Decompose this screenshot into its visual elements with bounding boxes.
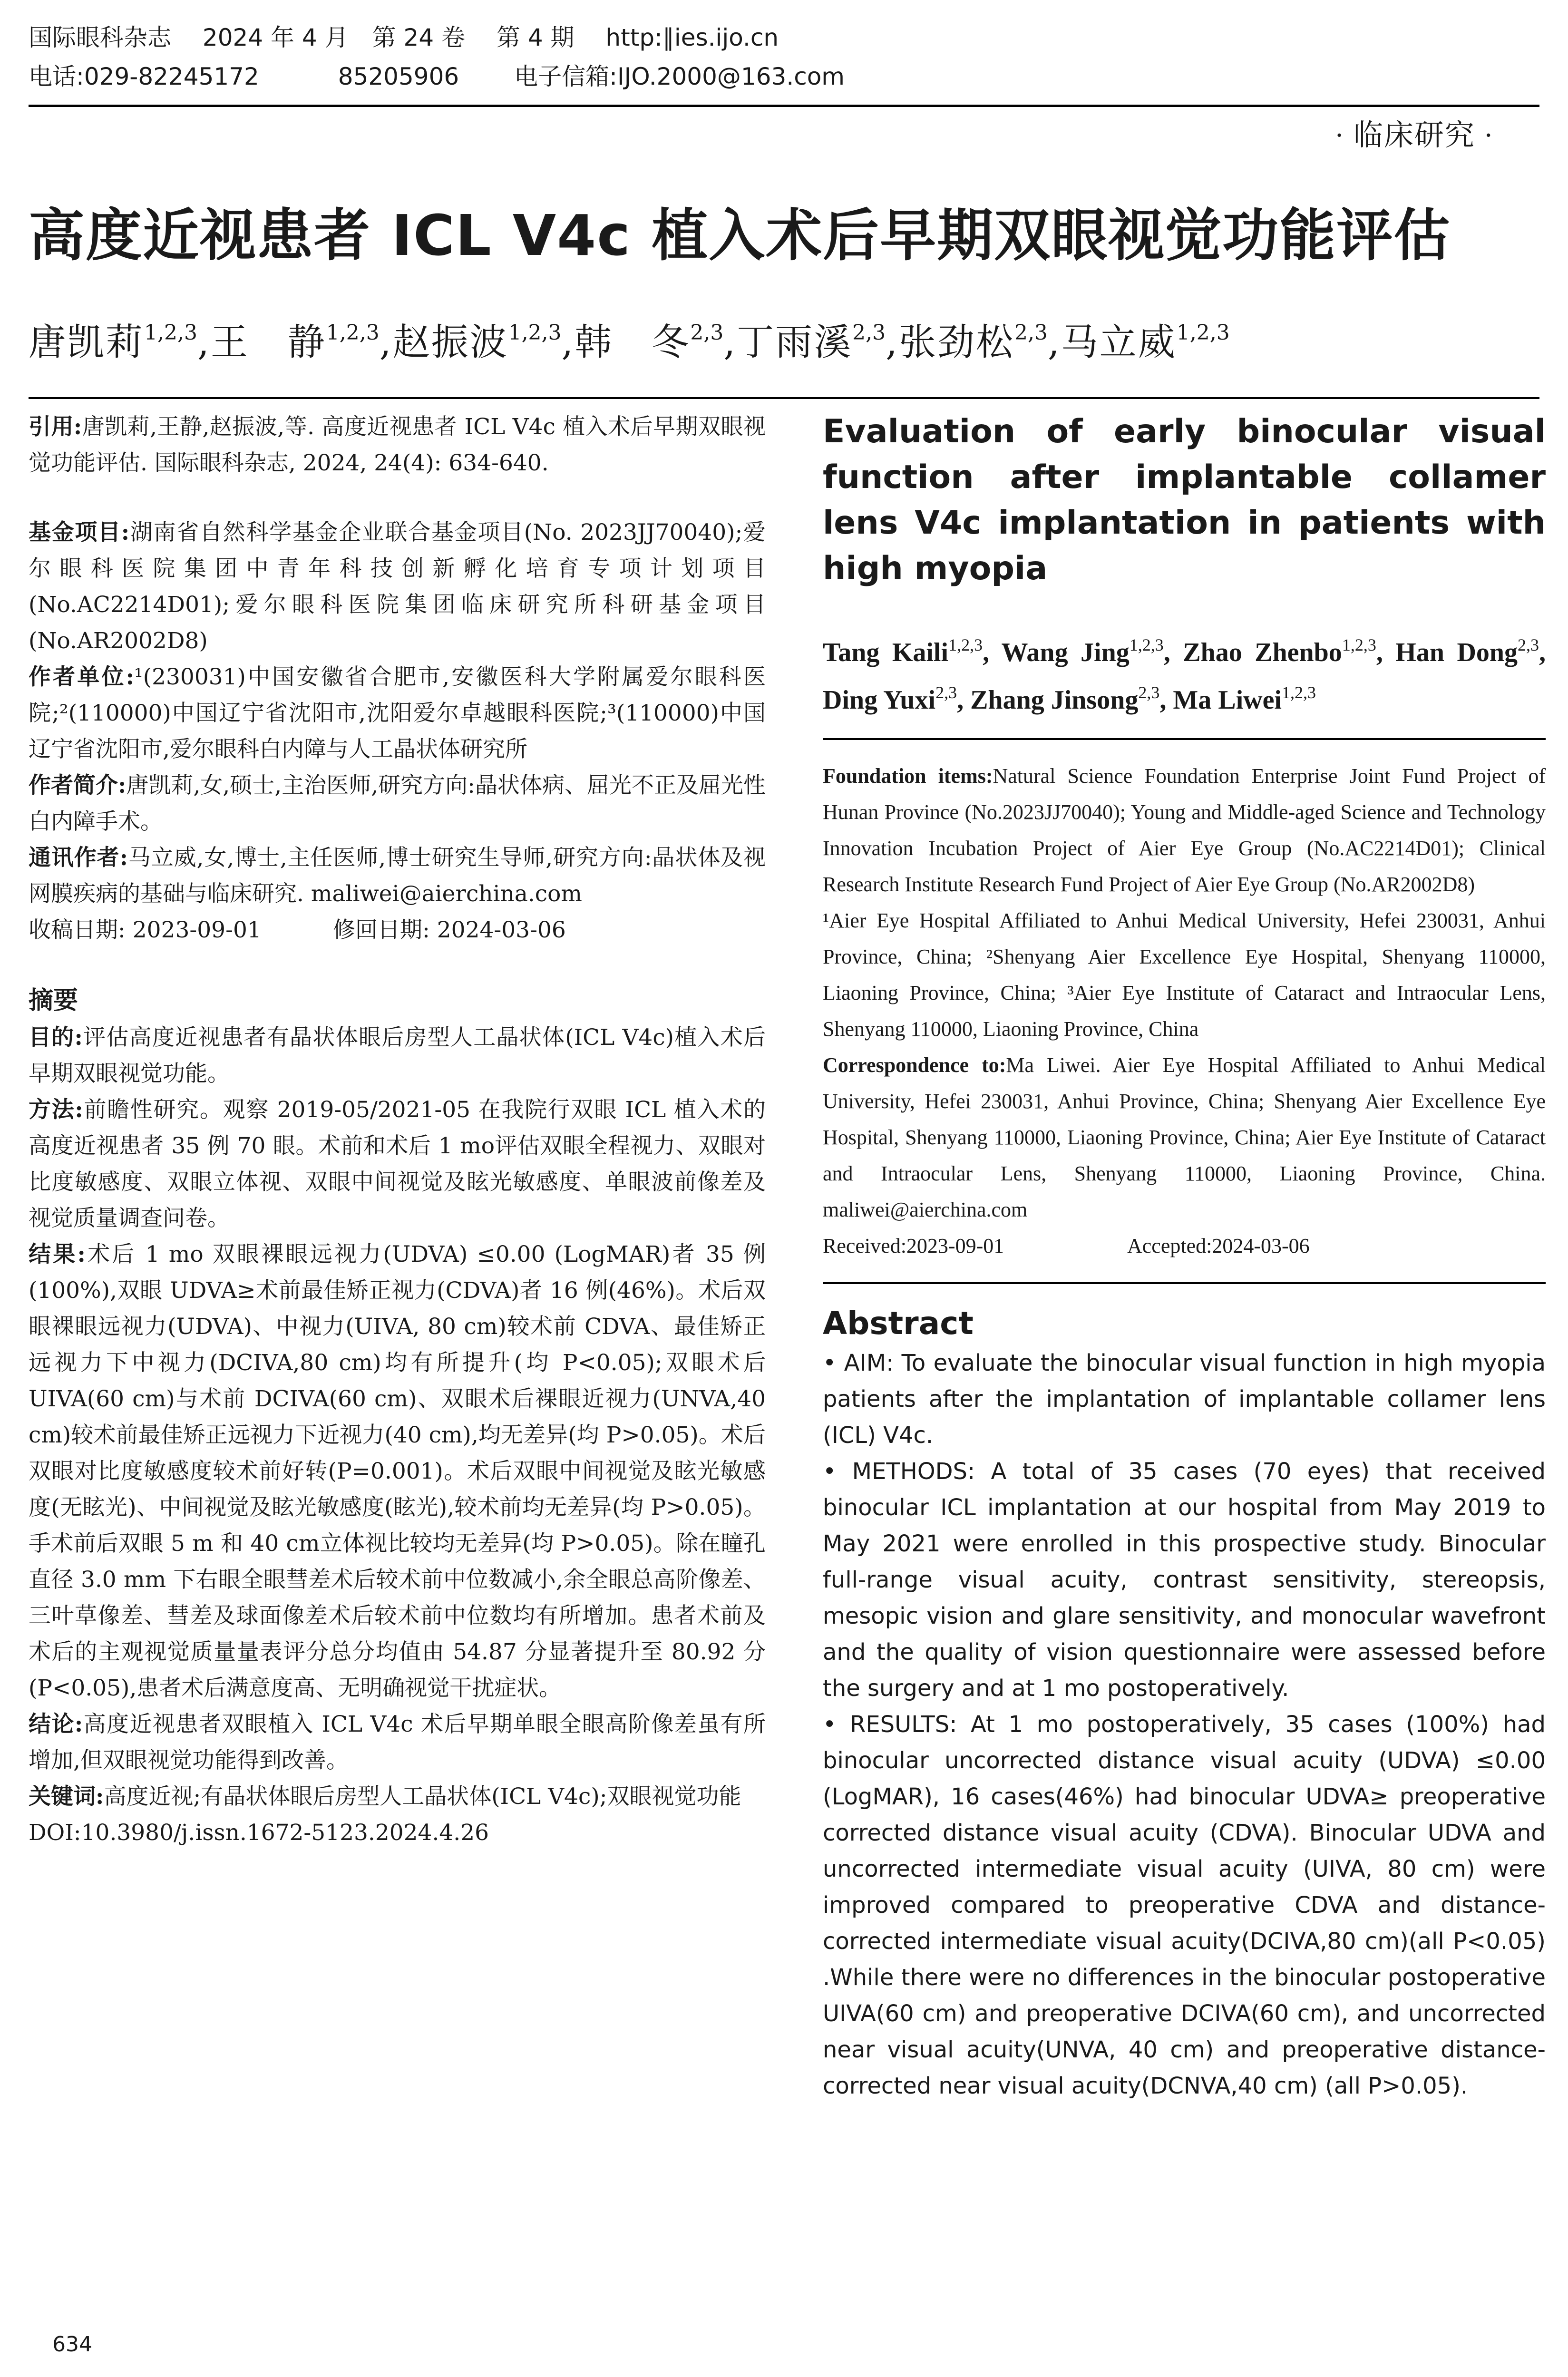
- authors-en: Tang Kaili$^{1,2,3}$, Wang Jing$^{1,2,3}$, Zhao Zhenbo$^{1,2,3}$, Han Dong$^{2,3}$, Ding Yuxi$^{2,3}$, Zhang Jinsong$^{2,3}$, Ma Liwei$^{1,2,3}$: [823, 635, 1546, 715]
- article-title-cn: 高度近视患者 ICL V4c 植入术后早期双眼视觉功能评估: [29, 203, 1451, 268]
- conclusion-label-cn: 结论:: [29, 1711, 83, 1737]
- author-en-affil: 2,3: [1138, 683, 1160, 702]
- fund-cn-text: 湖南省自然科学基金企业联合基金项目(No. 2023JJ70040);爱尔眼科医院集团中青年科技创新孵化培育专项计划项目(No.AC2214D01);爱尔眼科医院集团临床研究所科研基金项目(No.AR2002D8): [29, 519, 766, 654]
- abstract-heading-cn: 摘要: [29, 986, 78, 1015]
- author-bio: [29, 768, 766, 840]
- article-title-en: Evaluation of early binocular visual function after implantable collamer lens V4c implantation in patients with high myopia: [823, 413, 1546, 587]
- author-en-affil: 1,2,3: [1342, 635, 1376, 654]
- section-tag: · 临床研究 ·: [1334, 119, 1494, 152]
- abstract-methods-en: • METHODS: A total of 35 cases (70 eyes) that received binocular ICL implantation at our hospital from May 2019 to May 2021 were enrolled in this prospective study. Binocular full-range visual acuity, contrast sensitivity, stereopsis, mesopic vision and glare sensitivity, and monocular wavefront and the quality of vision questionnaire were assessed before the surgery and at 1 mo postoperatively.: [823, 1458, 1546, 1702]
- author-bio-label: 作者简介:: [29, 772, 127, 799]
- methods-label-cn: 方法:: [29, 1097, 83, 1123]
- dates-en: [823, 1228, 1546, 1264]
- author-en: Ma Liwei: [1173, 685, 1282, 715]
- results-label-cn: 结果:: [29, 1241, 86, 1267]
- results-text-cn: 术后 1 mo 双眼裸眼远视力(UDVA) ≤0.00 (LogMAR)者 35 例(100%),双眼 UDVA≥术前最佳矫正视力(CDVA)者 16 例(46%)。术后双眼裸眼远视力(UDVA)、中视力(UIVA, 80 cm)较术前 CDVA、最佳矫正远视力下中视力(DCIVA,80 cm)均有所提升(均 P<0.05);双眼术后 UIVA(60 cm)与术前 DCIVA(60 cm)、双眼术后裸眼近视力(UNVA,40 cm)较术前最佳矫正远视力下近视力(40 cm),均无差异(均 P>0.05)。术后双眼对比度敏感度较术前好转(P=0.001)。术后双眼中间视觉及眩光敏感度(无眩光)、中间视觉及眩光敏感度(眩光),较术前均无差异(均 P>0.05)。手术前后双眼 5 m 和 40 cm立体视比较均无差异(均 P>0.05)。除在瞳孔直径 3.0 mm 下右眼全眼彗差术后较术前中位数减小,余全眼总高阶像差、三叶草像差、彗差及球面像差术后较术前中位数均有所增加。患者术前及术后的主观视觉质量量表评分总分均值由 54.87 分显著提升至 80.92 分(P<0.05),患者术后满意度高、无明确视觉干扰症状。: [29, 1241, 766, 1701]
- correspondence-en-label: Correspondence to:: [823, 1053, 1006, 1077]
- author-cn: 赵振波: [392, 321, 508, 364]
- author-cn: 韩 冬: [575, 321, 691, 364]
- author-en-affil: 1,2,3: [1281, 683, 1316, 702]
- author-cn-affil: 2,3: [1014, 321, 1048, 345]
- page-number: 634: [52, 2332, 92, 2357]
- abstract-heading-en: Abstract: [823, 1305, 974, 1342]
- author-cn: 唐凯莉: [29, 321, 145, 364]
- methods-text-cn: 前瞻性研究。观察 2019-05/2021-05 在我院行双眼 ICL 植入术的高度近视患者 35 例 70 眼。术前和术后 1 mo评估双眼全程视力、双眼对比度敏感度、双眼立体视、双眼中间视觉及眩光敏感度、单眼波前像差及视觉质量调查问卷。: [29, 1097, 766, 1231]
- abstract-results-cn: [29, 1237, 766, 1706]
- keywords-label-cn: 关键词:: [29, 1783, 104, 1810]
- fund-en: [823, 758, 1546, 903]
- author-en-affil: 2,3: [1518, 635, 1539, 654]
- revised-date-cn: 修回日期: 2024-03-06: [333, 917, 566, 943]
- author-en: Zhao Zhenbo: [1183, 638, 1342, 667]
- author-cn: 张劲松: [898, 321, 1014, 364]
- header-rule: [29, 105, 1539, 107]
- author-bio-text: 唐凯莉,女,硕士,主治医师,研究方向:晶状体病、屈光不正及屈光性白内障手术。: [29, 772, 766, 835]
- author-cn-affil: 2,3: [852, 321, 886, 345]
- fund-cn-label: 基金项目:: [29, 519, 130, 546]
- author-cn-affil: 1,2,3: [326, 321, 380, 345]
- author-cn-affil: 1,2,3: [508, 321, 562, 345]
- aim-label-cn: 目的:: [29, 1024, 83, 1051]
- right-column: [823, 409, 1546, 2104]
- author-en: Zhang Jinsong: [970, 685, 1139, 715]
- aim-text-cn: 评估高度近视患者有晶状体眼后房型人工晶状体(ICL V4c)植入术后早期双眼视觉功能。: [29, 1024, 766, 1087]
- keywords-cn: [29, 1779, 766, 1815]
- author-en-affil: 1,2,3: [1129, 635, 1164, 654]
- author-cn-affil: 1,2,3: [1176, 321, 1230, 345]
- doi: DOI:10.3980/j.issn.1672-5123.2024.4.26: [29, 1820, 489, 1846]
- affiliation-cn: [29, 659, 766, 768]
- fund-cn: [29, 515, 766, 659]
- fund-en-label: Foundation items:: [823, 764, 993, 788]
- author-cn-affil: 1,2,3: [144, 321, 197, 345]
- author-en: Wang Jing: [1001, 638, 1130, 667]
- author-en-affil: 2,3: [935, 683, 957, 702]
- author-cn-affil: 2,3: [690, 321, 724, 345]
- abstract-conclusion-cn: [29, 1706, 766, 1779]
- abstract-results-en: • RESULTS: At 1 mo postoperatively, 35 cases (100%) had binocular uncorrected distance visual acuity (UDVA) ≤0.00 (LogMAR), 16 cases(46%) had binocular UDVA≥ preoperative corrected distance visual acuity (CDVA). Binocular UDVA and uncorrected intermediate visual acuity (UIVA, 80 cm) were improved compared to preoperative CDVA and distance-corrected intermediate visual acuity(DCIVA,80 cm)(all P<0.05) .While there were no differences in the binocular postoperative UIVA(60 cm) and preoperative DCIVA(60 cm), and uncorrected near visual acuity(UNVA, 40 cm) and preoperative distance-corrected near visual acuity(DCNVA,40 cm) (all P>0.05).: [823, 1711, 1546, 2099]
- correspondence-en-text: Ma Liwei. Aier Eye Hospital Affiliated to Anhui Medical University, Hefei 230031, Anhui Province, China; Shenyang Aier Excellence Eye Hospital, Shenyang 110000, Liaoning Province, China; Aier Eye Institute of Cataract and Intraocular Lens, Shenyang 110000, Liaoning Province, China. maliwei@aierchina.com: [823, 1053, 1546, 1221]
- left-column: [29, 409, 766, 1851]
- received-date-cn: 收稿日期: 2023-09-01: [29, 917, 262, 943]
- author-cn: 王 静: [210, 321, 326, 364]
- abstract-aim-cn: [29, 1020, 766, 1092]
- citation-label: 引用:: [29, 414, 82, 440]
- conclusion-text-cn: 高度近视患者双眼植入 ICL V4c 术后早期单眼全眼高阶像差虽有所增加,但双眼视觉功能得到改善。: [29, 1711, 766, 1773]
- dates-cn: [29, 912, 766, 948]
- accepted-date-en: Accepted:2024-03-06: [1127, 1234, 1310, 1257]
- author-en-affil: 1,2,3: [948, 635, 983, 654]
- correspondence-cn: [29, 840, 766, 912]
- author-en: Tang Kaili: [823, 638, 949, 667]
- correspondence-cn-text: 马立威,女,博士,主任医师,博士研究生导师,研究方向:晶状体及视网膜疾病的基础与临床研究. maliwei@aierchina.com: [29, 845, 766, 907]
- title-divider: [29, 397, 1539, 399]
- journal-header-line-2: 电话:029-82245172 85205906 电子信箱:IJO.2000@163.com: [29, 63, 845, 90]
- author-cn: 马立威: [1061, 321, 1177, 364]
- authors-cn: 唐凯莉$^{1,2,3}$,王 静$^{1,2,3}$,赵振波$^{1,2,3}$,韩 冬$^{2,3}$,丁雨溪$^{2,3}$,张劲松$^{2,3}$,马立威$^{1,2,3}$: [29, 321, 1230, 364]
- affiliation-en: ¹Aier Eye Hospital Affiliated to Anhui Medical University, Hefei 230031, Anhui Province, China; ²Shenyang Aier Excellence Eye Hospital, Shenyang 110000, Liaoning Province, China; ³Aier Eye Institute of Cataract and Intraocular Lens, Shenyang 110000, Liaoning Province, China: [823, 909, 1546, 1041]
- correspondence-cn-label: 通讯作者:: [29, 845, 128, 871]
- correspondence-en: [823, 1047, 1546, 1228]
- author-en: Han Dong: [1395, 638, 1518, 667]
- fund-en-text: Natural Science Foundation Enterprise Joint Fund Project of Hunan Province (No.2023JJ70040); Young and Middle-aged Science and Technology Innovation Incubation Project of Aier Eye Group (No.AC2214D01); Clinical Research Institute Research Fund Project of Aier Eye Group (No.AR2002D8): [823, 764, 1546, 896]
- author-cn: 丁雨溪: [737, 321, 853, 364]
- journal-header-line-1: 国际眼科杂志 2024 年 4 月 第 24 卷 第 4 期 http:∥ies.ijo.cn: [29, 24, 779, 51]
- abstract-aim-en: • AIM: To evaluate the binocular visual function in high myopia patients after the implantation of implantable collamer lens (ICL) V4c.: [823, 1350, 1546, 1449]
- author-en: Ding Yuxi: [823, 685, 936, 715]
- abstract-methods-cn: [29, 1092, 766, 1237]
- citation: [29, 409, 766, 481]
- keywords-text-cn: 高度近视;有晶状体眼后房型人工晶状体(ICL V4c);双眼视觉功能: [104, 1783, 741, 1810]
- received-date-en: Received:2023-09-01: [823, 1234, 1004, 1257]
- affiliation-cn-label: 作者单位:: [29, 664, 134, 690]
- affiliation-cn-text: ¹(230031)中国安徽省合肥市,安徽医科大学附属爱尔眼科医院;²(110000)中国辽宁省沈阳市,沈阳爱尔卓越眼科医院;³(110000)中国辽宁省沈阳市,爱尔眼科白内障与人工晶状体研究所: [29, 664, 766, 762]
- citation-text: 唐凯莉,王静,赵振波,等. 高度近视患者 ICL V4c 植入术后早期双眼视觉功能评估. 国际眼科杂志, 2024, 24(4): 634-640.: [29, 414, 766, 476]
